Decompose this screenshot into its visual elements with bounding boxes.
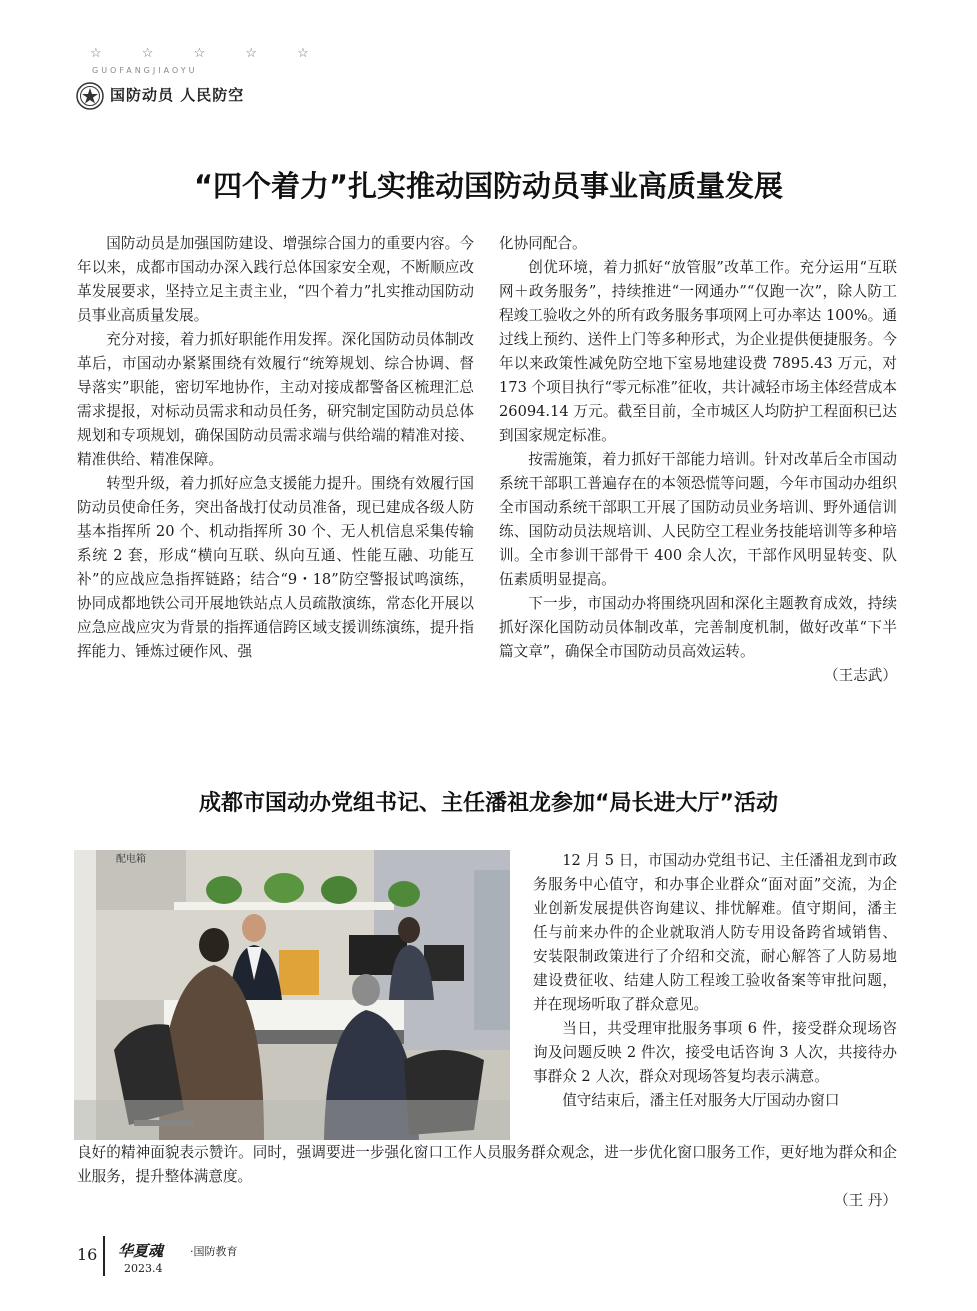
paragraph: 值守结束后，潘主任对服务大厅国动办窗口	[562, 1092, 840, 1109]
paragraph: 按需施策，着力抓好干部能力培训。针对改革后全市国动系统干部职工普遍存在的本领恐慌等问题，今年市国动办组织全市国动系统干部职工开展了国防动员业务培训、野外通信训练、国防动员法规培训、人民防空工程业务技能培训等多种培训。全市参训干部骨干 400 余人次，干部作风明显转变、队伍素质明显提高。	[499, 451, 897, 588]
magazine-name: 华夏魂	[118, 1242, 164, 1260]
author-signature: （王志武）	[824, 667, 897, 684]
emblem-icon	[76, 82, 104, 110]
photo-sign-text: 配电箱	[116, 854, 146, 865]
paragraph: 创优环境，着力抓好“放管服”改革工作。充分运用“互联网＋政务服务”，持续推进“一网通办”“仅跑一次”，除人防工程竣工验收之外的所有政务服务事项网上可办率达 100%。通过线上预约、送件上门等多种形式，为企业提供便捷服务。今年以来政策性减免防空地下室易地建设费 7895.43 万元，对 173 个项目执行“零元标准”征收，共计减轻市场主体经营成本 26094.14 万元。截至目前，全市城区人均防护工程面积已达到国家规定标准。	[499, 259, 897, 444]
article1-column-left	[77, 232, 474, 664]
paragraph: 国防动员是加强国防建设、增强综合国力的重要内容。今年以来，成都市国动办深入践行总体国家安全观，不断顺应改革发展要求，坚持立足主责主业，“四个着力”扎实推动国防动员事业高质量发展。	[77, 235, 474, 324]
paragraph: 12 月 5 日，市国动办党组书记、主任潘祖龙到市政务服务中心值守，和办事企业群众“面对面”交流，为企业创新发展提供咨询建议、排忧解难。值守期间，潘主任与前来办件的企业就取消人防专用设备跨省域销售、安装限制政策进行了介绍和交流，耐心解答了人防易地建设费征收、结建人防工程竣工验收备案等审批问题，并在现场听取了群众意见。	[533, 852, 897, 1013]
article1-column-right	[499, 232, 897, 688]
paragraph: 当日，共受理审批服务事项 6 件，接受群众现场咨询及问题反映 2 件次，接受电话咨询 3 人次，共接待办事群众 2 人次，群众对现场答复均表示满意。	[533, 1020, 897, 1085]
page-number: 16	[77, 1245, 98, 1264]
article2-full-width-text	[77, 1141, 897, 1213]
article2-column	[533, 849, 897, 1113]
author-signature: （王 丹）	[833, 1192, 897, 1209]
magazine-subtitle: ·国防教育	[190, 1245, 238, 1258]
paragraph	[499, 592, 897, 688]
footer-divider	[103, 1236, 105, 1276]
paragraph: 充分对接，着力抓好职能作用发挥。深化国防动员体制改革后，市国动办紧紧围绕有效履行“统筹规划、综合协调、督导落实”职能，密切军地协作，主动对接成都警备区梳理汇总需求提报，对标动员需求和动员任务，研究制定国防动员总体规划和专项规划，确保国防动员需求端与供给端的精准对接、精准供给、精准保障。	[77, 331, 474, 468]
paragraph-continued	[77, 1141, 897, 1213]
header-pinyin: GUOFANGJIAOYU	[92, 66, 198, 75]
issue-number: 2023.4	[124, 1262, 163, 1275]
article1-title: “四个着力”扎实推动国防动员事业高质量发展	[193, 169, 784, 203]
paragraph-text: 良好的精神面貌表示赞许。同时，强调要进一步强化窗口工作人员服务群众观念，进一步优化窗口服务工作，更好地为群众和企业服务，提升整体满意度。	[77, 1144, 897, 1185]
section-label: 国防动员 人民防空	[110, 86, 245, 104]
paragraph-text: 下一步，市国动办将围绕巩固和深化主题教育成效，持续抓好深化国防动员体制改革，完善制度机制，做好改革“下半篇文章”，确保全市国防动员高效运转。	[499, 595, 897, 660]
header-stars: ☆ ☆ ☆ ☆ ☆	[90, 46, 327, 61]
paragraph: 转型升级，着力抓好应急支援能力提升。围绕有效履行国防动员使命任务，突出备战打仗动员准备，现已建成各级人防基本指挥所 20 个、机动指挥所 30 个、无人机信息采集传输系统 2 套，形成“横向互联、纵向互通、性能互融、功能互补”的应战应急指挥链路；结合“9・18”防空警报试鸣演练，协同成都地铁公司开展地铁站点人员疏散演练，常态化开展以应急应战应灾为背景的指挥通信跨区域支援训练演练，提升指挥能力、锤炼过硬作风、强	[77, 475, 474, 660]
article2-title: 成都市国动办党组书记、主任潘祖龙参加“局长进大厅”活动	[199, 791, 778, 816]
office-meeting-photo	[74, 850, 510, 1140]
paragraph-continued: 化协同配合。	[499, 235, 587, 252]
